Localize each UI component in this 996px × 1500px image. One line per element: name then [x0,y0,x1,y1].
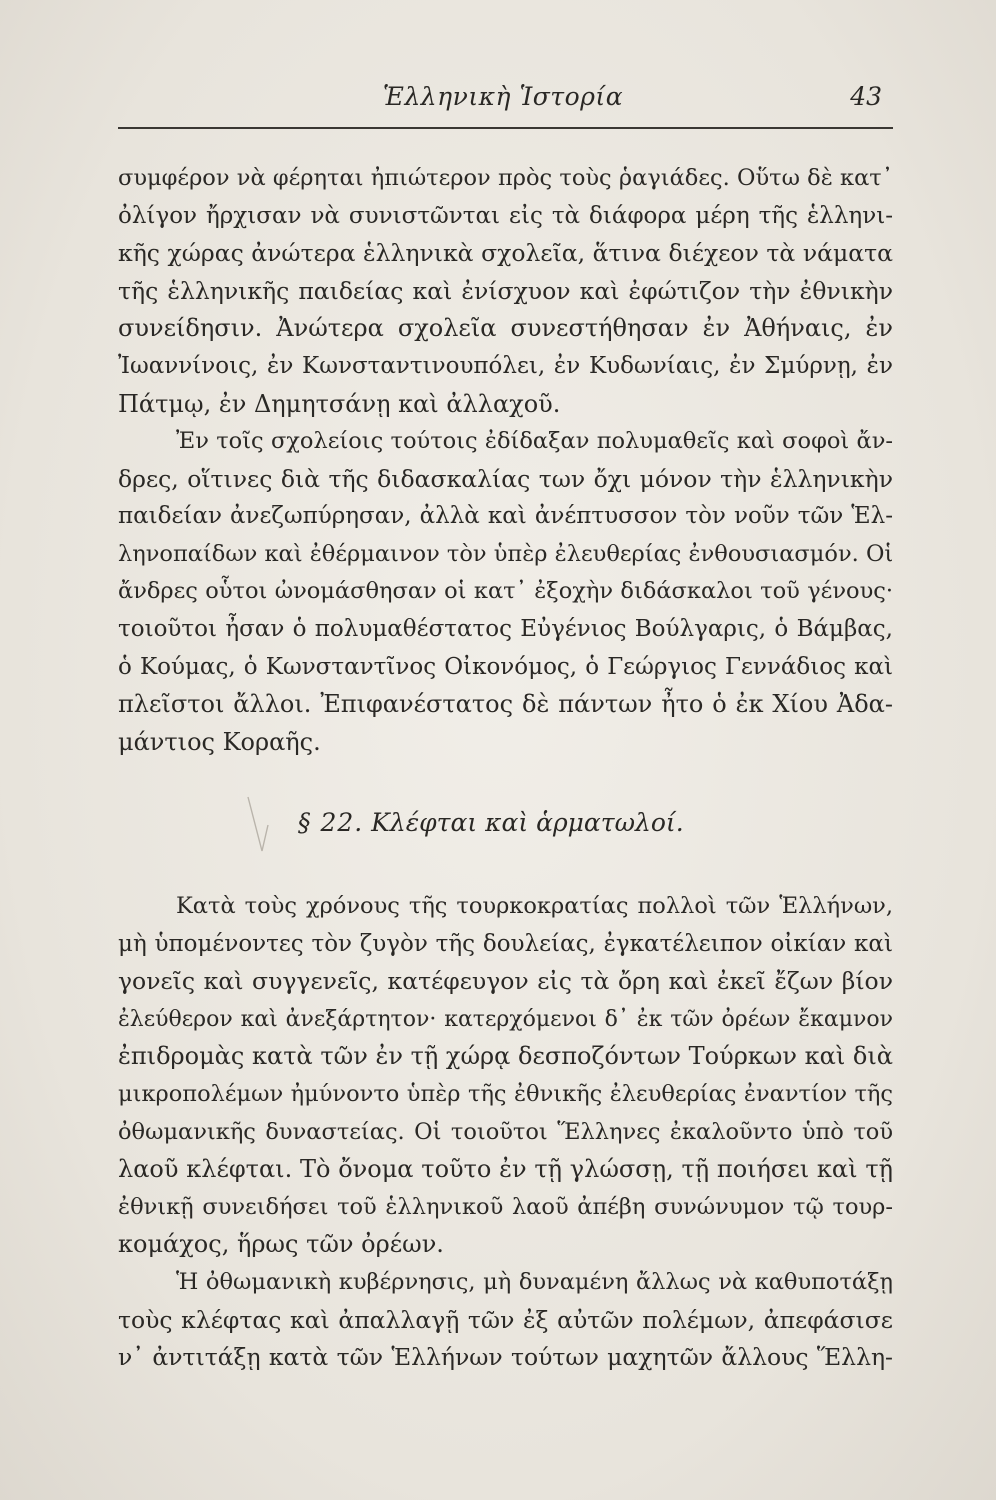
paragraph-2 [118,423,893,761]
paragraph-1 [118,160,893,423]
text-line: ὀλίγον ἤρχισαν νὰ συνιστῶνται εἰς τὰ διάφορα μέρη τῆς ἑλληνι- [118,202,893,229]
text-line: Ἰωαννίνοις, ἐν Κωνσταντινουπόλει, ἐν Κυδωνίαις, ἐν Σμύρνῃ, ἐν [118,352,893,379]
text-line: τοιοῦτοι ἦσαν ὁ πολυμαθέστατος Εὐγένιος Βούλγαρις, ὁ Βάμβας, [118,615,893,642]
text-line: ν᾽ ἀντιτάξῃ κατὰ τῶν Ἑλλήνων τούτων μαχητῶν ἄλλους Ἕλλη- [118,1343,893,1372]
text-line: μὴ ὑπομένοντες τὸν ζυγὸν τῆς δουλείας, ἐγκατέλειπον οἰκίαν καὶ [118,930,893,957]
text-line: ληνοπαίδων καὶ ἐθέρμαινον τὸν ὑπὲρ ἐλευθερίας ἐνθουσιασμόν. Οἱ [118,540,894,567]
text-line: Πάτμῳ, ἐν Δημητσάνῃ καὶ ἀλλαχοῦ. [118,389,561,418]
paragraph-3 [118,888,893,1264]
text-line: συμφέρον νὰ φέρηται ἠπιώτερον πρὸς τοὺς ῥαγιάδες. Οὕτω δὲ κατ᾽ [118,165,893,191]
text-line: δρες, οἵτινες διὰ τῆς διδασκαλίας των ὄχι μόνον τὴν ἑλληνικὴν [118,464,893,493]
text-line: συνείδησιν. Ἀνώτερα σχολεῖα συνεστήθησαν ἐν Ἀθήναις, ἐν [118,314,893,343]
pencil-mark-icon [246,795,276,855]
text-line: Ἡ ὀθωμανικὴ κυβέρνησις, μὴ δυναμένη ἄλλως νὰ καθυποτάξῃ [176,1269,893,1295]
text-line: παιδείαν ἀνεζωπύρησαν, ἀλλὰ καὶ ἀνέπτυσσον τὸν νοῦν τῶν Ἑλ- [118,503,893,530]
page-number: 43 [850,82,882,111]
text-line: ὀθωμανικῆς δυναστείας. Οἱ τοιοῦτοι Ἕλληνες ἐκαλοῦντο ὑπὸ τοῦ [118,1118,893,1145]
text-line: ἐλεύθερον καὶ ἀνεξάρτητον· κατερχόμενοι δ᾽ ἐκ τῶν ὀρέων ἔκαμνον [118,1006,893,1032]
text-line: μικροπολέμων ἠμύνοντο ὑπὲρ τῆς ἐθνικῆς ἐλευθερίας ἐναντίον τῆς [118,1080,893,1107]
text-line: ἐπιδρομὰς κατὰ τῶν ἐν τῇ χώρᾳ δεσποζόντων Τούρκων καὶ διὰ [118,1042,893,1071]
text-line: κομάχος, ἥρως τῶν ὀρέων. [118,1230,444,1259]
text-line: ἐθνικῇ συνειδήσει τοῦ ἑλληνικοῦ λαοῦ ἀπέβη συνώνυμον τῷ τουρ- [118,1193,893,1220]
section-heading [298,808,684,837]
paragraph-4 [118,1264,893,1377]
running-title: Ἑλληνικὴ Ἱστορία [382,82,624,111]
text-line: Κατὰ τοὺς χρόνους τῆς τουρκοκρατίας πολλοὶ τῶν Ἑλλήνων, [176,893,893,919]
text-line: τῆς ἑλληνικῆς παιδείας καὶ ἐνίσχυον καὶ ἐφώτιζον τὴν ἐθνικὴν [118,276,893,305]
text-line: ἄνδρες οὗτοι ὠνομάσθησαν οἱ κατ᾽ ἐξοχὴν διδάσκαλοι τοῦ γένους· [118,578,893,605]
text-line: τοὺς κλέφτας καὶ ἀπαλλαγῇ τῶν ἐξ αὐτῶν πολέμων, ἀπεφάσισε [118,1305,893,1334]
section-number: § 22. [298,808,364,837]
text-line: ὁ Κούμας, ὁ Κωνσταντῖνος Οἰκονόμος, ὁ Γεώργιος Γεννάδιος καὶ [118,653,893,680]
text-line: Ἐν τοῖς σχολείοις τούτοις ἐδίδαξαν πολυμαθεῖς καὶ σοφοὶ ἄν- [176,428,893,454]
header-rule [118,127,893,129]
text-line: λαοῦ κλέφται. Τὸ ὄνομα τοῦτο ἐν τῇ γλώσσῃ, τῇ ποιήσει καὶ τῇ [118,1155,893,1184]
page-header [118,82,888,122]
text-line: πλεῖστοι ἄλλοι. Ἐπιφανέστατος δὲ πάντων ἦτο ὁ ἐκ Χίου Ἀδα- [118,690,893,719]
section-title: Κλέφται καὶ ἁρματωλοί. [371,808,684,837]
text-line: γονεῖς καὶ συγγενεῖς, κατέφευγον εἰς τὰ ὄρη καὶ ἐκεῖ ἔζων βίον [118,967,893,996]
text-line: κῆς χώρας ἀνώτερα ἑλληνικὰ σχολεῖα, ἅτινα διέχεον τὰ νάματα [118,239,893,268]
text-line: μάντιος Κοραῆς. [118,727,321,756]
